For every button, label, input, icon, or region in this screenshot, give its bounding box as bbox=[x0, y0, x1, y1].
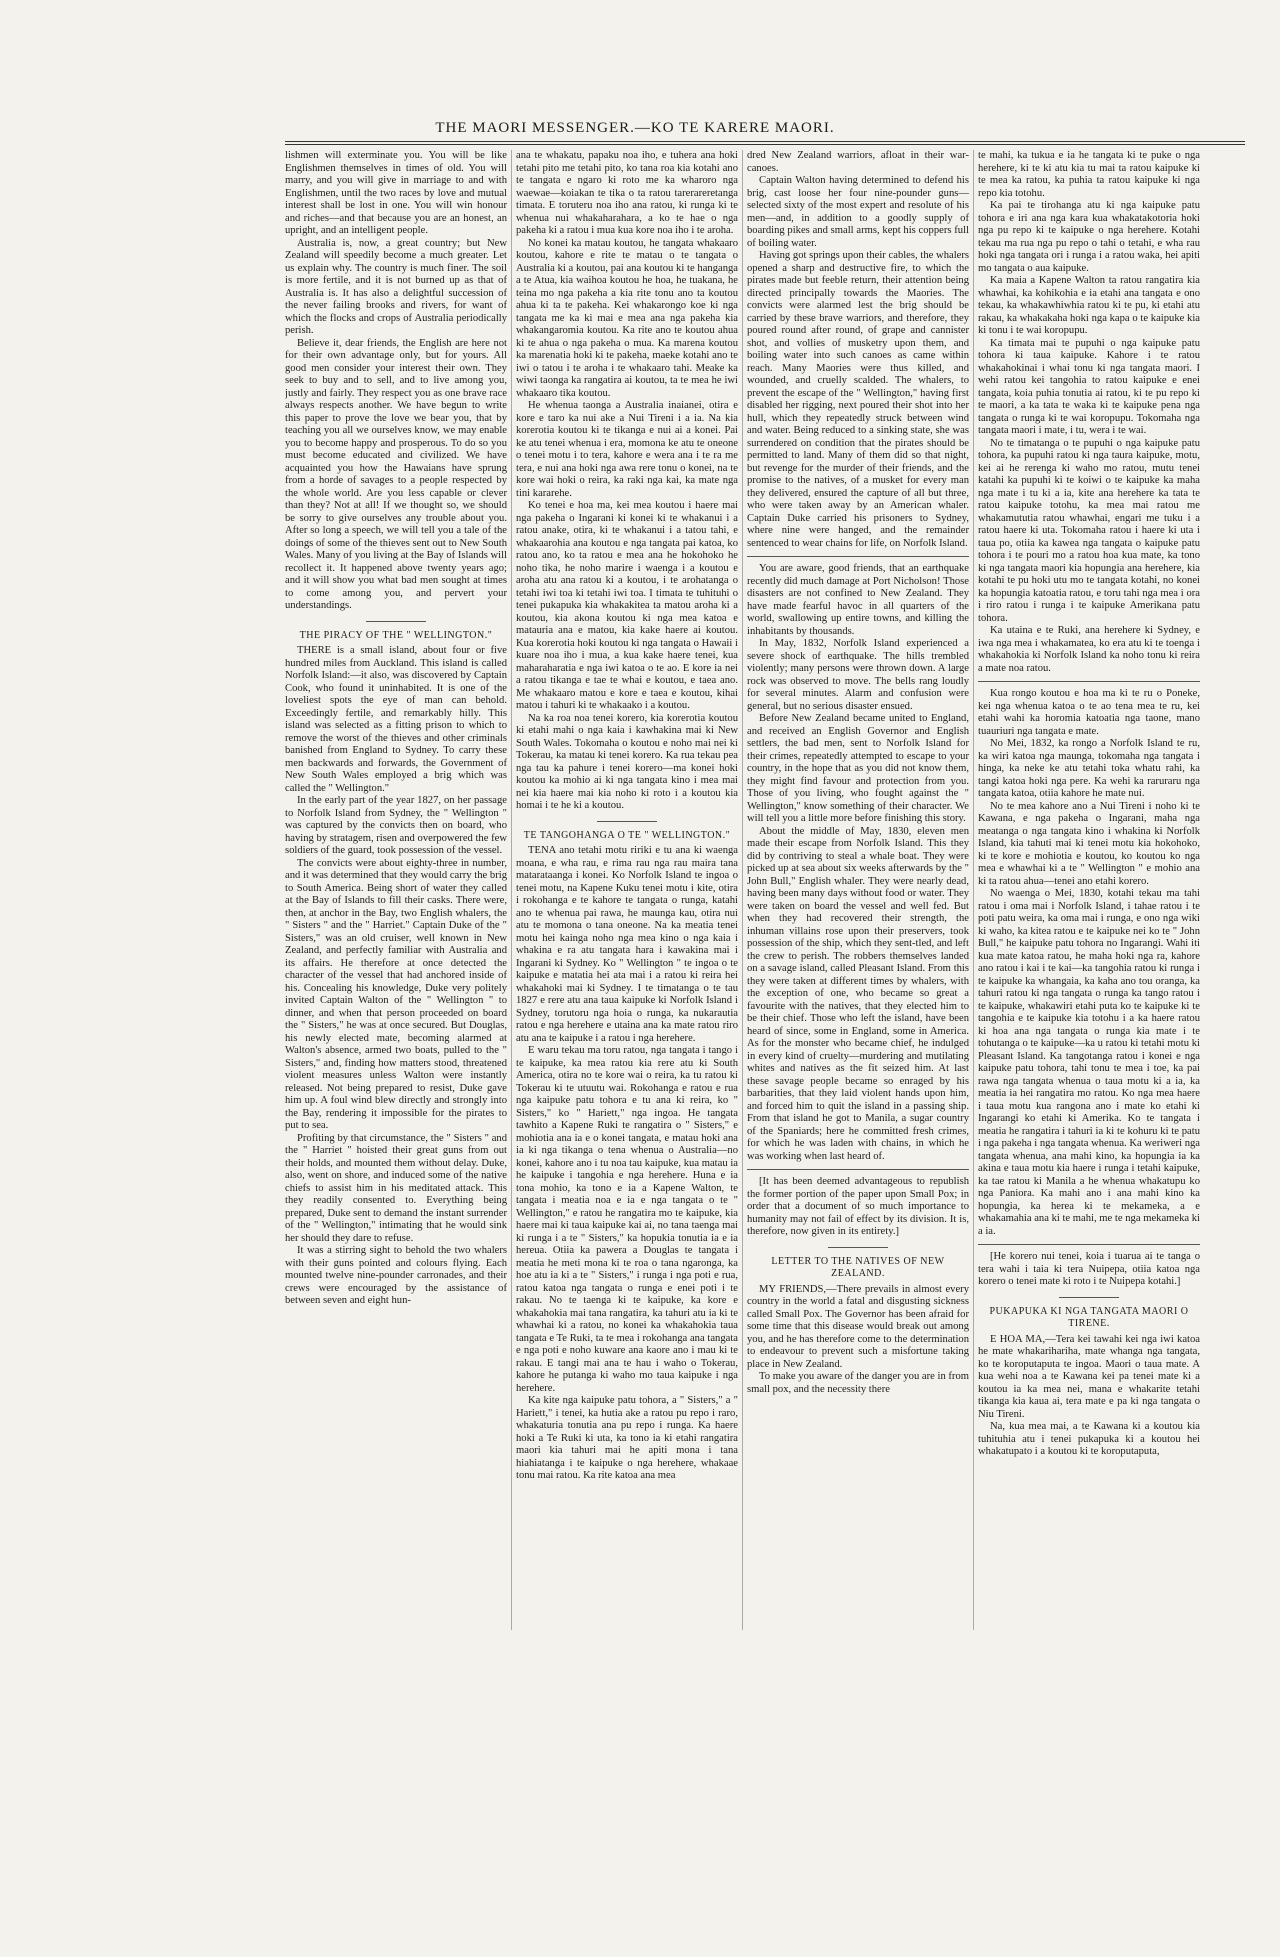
section-divider bbox=[747, 556, 969, 557]
paragraph: te mahi, ka tukua e ia he tangata ki te puke o nga herehere, ki te ki atu kia tu mai ta ratou kaipuke ki te mea ka ratou, ka puhia ta ratou kaipuke ki nga repo kia totohu. bbox=[978, 150, 1200, 199]
paragraph: The convicts were about eighty-three in number, and it was determined that they would carry the brig to South America. Being short of water they called at the Bay of Islands to fill their casks. There were, then, at anchor in the Bay, two English whalers, the " Sisters " and the " Harriet." Captain Duke of the " Sisters," was an old cruiser, well known in New Zealand, and perfectly familiar with Australia and its affairs. He therefore at once detected the character of the vessel that had anchored inside of his. Concealing his knowledge, Duke very politely invited Captain Walton of the " Wellington " to dinner, and when that person proceeded on board the " Sisters," he was at once secured. But Douglas, his newly elected mate, becoming alarmed at Walton's absence, armed two boats, pulled to the " Sisters," and, finding how matters stood, threatened violent measures unless Walton were instantly released. Not being prepared to resist, Duke gave him up. A foul wind blew directly and strongly into the Bay, rendering it impossible for the pirates to put to sea. bbox=[285, 857, 507, 1131]
paragraph: It was a stirring sight to behold the two whalers with their guns pointed and colours flying. Each mounted twelve nine-pounder carronades, and their crews were encouraged by the assistance of between seven and eight hun- bbox=[285, 1245, 507, 1306]
section-divider bbox=[978, 1244, 1200, 1245]
section-divider bbox=[1059, 1297, 1119, 1298]
paragraph: In May, 1832, Norfolk Island experienced a severe shock of earthquake. The hills trembled violently; many persons were thrown down. A large rock was observed to move. The bells rang loudly for several minutes. Alarm and confusion were general, but no serious disaster ensued. bbox=[747, 638, 969, 712]
paragraph: lishmen will exterminate you. You will be like Englishmen themselves in times of old. You will marry, and you will give in marriage to and with Englishmen, until the two races by love and mutual interest shall be lost in one. You will win honour and riches—and that because you are an honest, an upright, and an intelligent people. bbox=[285, 150, 507, 236]
paragraph: No Mei, 1832, ka rongo a Norfolk Island te ru, ka wiri katoa nga maunga, tokomaha nga tangata i hinga, ka neke ke atu tetahi toka whatu rahi, ka tangi katoa hoki nga pere. Ka wehi ka raruraru nga tangata katoa, otiia kahore he mate nui. bbox=[978, 738, 1200, 799]
paragraph: To make you aware of the danger you are in from small pox, and the necessity there bbox=[747, 1371, 969, 1395]
editorial-note: [It has been deemed advantageous to republish the former portion of the paper upon Small Pox; in order that a document of so much importance to humanity may not fail of effect by its division. It is, therefore, now given in its entirety.] bbox=[747, 1176, 969, 1237]
paragraph: E HOA MA,—Tera kei tawahi kei nga iwi katoa he mate whakarihariha, mate whanga nga tangata, ko te koroputaputa te ingoa. Maori o taua mate. A kua wehi noa a te Kawana kei pa tenei mate ki a koutou ia ka mea nei, mana e whakarite tetahi tikanga kia kaua ai, tera mate e pa ki nga tangata o Niu Tireni. bbox=[978, 1333, 1200, 1420]
article-title: TE TANGOHANGA O TE " WELLINGTON." bbox=[523, 829, 731, 841]
paragraph: In the early part of the year 1827, on her passage to Norfolk Island from Sydney, the " Wellington " was captured by the convicts then on board, who having by stratagem, risen and overpowered the few soldiers of the guard, took possession of the vessel. bbox=[285, 795, 507, 856]
paragraph: Ka maia a Kapene Walton ta ratou rangatira kia whawhai, ka kohikohia e ia etahi ana tangata e ono tekau, ka whakawhiwhia ratou ki te pu, ki etahi atu rakau, ka whakakaha hoki nga kapa o te kaipuke kia ki tonu i te wai koropupu. bbox=[978, 275, 1200, 336]
paragraph: E waru tekau ma toru ratou, nga tangata i tango i te kaipuke, ka mea ratou kia rere atu ki South America, otira no te kore wai o reira, ka tu ratou ki Tokerau ki te utuutu wai. Rokohanga e ratou e rua nga kaipuke patu tohora e tu ana ki reira, ko " Sisters," ko " Hariett," nga ingoa. He tangata tawhito a Kapene Ruki te rangatira o " Sisters," e mohiotia ana ia e o konei tangata, e matau hoki ana ia ki nga tikanga o tena whenua o Australia—no konei, kahore ano i tu noa tau kaipuke, kua matau ia he kaipuke i tangohia e nga herehere. Huna e ia tona mohio, ka tono e ia a Kapene Walton, te tangata i meatia noa e ia e nga tangata o te " Wellington," e ratou he rangatira mo te kaipuke, kia haere mai ki taua kaipuke kai ai, no tana taenga mai ki runga i a te " Sisters," ka hopukia tonutia ia e ia hereua. Otiia ka pawera a Douglas te tangata i meatia he meti mona ki te roa o tana ngaronga, ka hoe atu ia ki a te " Sisters," i runga i nga poti e rua, ratou katoa nga tangata o runga e enei poti i te rakau. No te taenga ki te kaipuke, ka kore e whakahokia mai tana rangatira, ka tahuri atu ia ki te whawhai ki a ratou, no konei ka whakahokia taua tangata e Te Ruki, ta te mea i rokohanga ana tangata e nga poti e noho kuware ana kaore ano i mau ki te rakau. E tangi mai ana te hau i waho o Tokerau, kahore he putanga ki waho mo taua kaipuke i nga herehere. bbox=[516, 1045, 738, 1394]
paragraph: No waenga o Mei, 1830, kotahi tekau ma tahi ratou i oma mai i Norfolk Island, i tahae ratou i te poti patu weira, ka oma mai i runga, e ono nga wiki ki waho, ka kitea ratou e te kaipuke nei ko te " John Bull," he kaipuke patu tohora no Ingarangi. Wahi iti kua mate katoa ratou, he maha hoki nga ra, kahore ano ratou i kai i te kai—ka tangohia ratou ki runga i te kaipuke ka whangaia, ka kaha ano tou oranga, ka tahuri ratou ki nga tangata o runga ka tango ratou i te kaipuke, whakawiri etahi puta ko te kaipuke ki te tangohia e te kaipuke kia totohu i a ka haere ratou ki hoa ana nga tangata o runga kia mate i te tohutanga o te kaipuke—ka u ratou ki tetahi motu ki Pleasant Island. Ka tangotanga ratou i konei e nga kaipuke patu tohora, tahi tonu te mea i toe, ka pai rawa nga tangata whenua o taua motu ki a ia, ka meatia ia hei rangatira mo ratou. Ko nga mea haere i taua motu kua rangona ano i mate ko etahi ki Ingarangi ko etahi ki Amerika. Ko te tangata i meatia he rangatira i tahuri ia ki te kohuru ki te patu i nga pakeha i nga tangata whenua. Ka weriweri nga tangata whenua, ana mahi kino, ka hopungia ia ka akina e taua motu kia haere i runga i tetahi kaipuke, ka tae ratou ki Manila a he whenua whakatupu ko nga Paniora. Ka mahi ano i ana mahi kino ka hopungia, ka herea ki te mekameka, a e whakamahia ana ki te mahi, me te nga mekameka ki a ia. bbox=[978, 888, 1200, 1237]
masthead-rule-top bbox=[285, 141, 1245, 142]
paragraph: No konei ka matau koutou, he tangata whakaaro koutou, kahore e rite te matau o te tangata o Australia ki a koutou, pai ana koutou ki te hanganga a te Atua, kia waihoa koutou he hoa, he tuakana, he teina mo nga pakeha a kia rite tonu ano ta koutou ahua ki ta te pakeha. Kei whakarongo koe ki nga tangata me ka ki mai e mea ana nga pakeha kia whakangaromia koutou. Ka rite ano te koutou ahua ki te ahua o nga pakeha o mua. Ka marena koutou ka marenatia hoki ki te pakeha, maeke kotahi ano te iwi o tatou i te aroha i te whakaaro tahi. Meake ka wiwi taonga ka rangatira ai koutou, ta te mea he iwi whakaaro tika koutou. bbox=[516, 237, 738, 399]
paragraph: Having got springs upon their cables, the whalers opened a sharp and destructive fire, to which the pirates made but feeble return, their attention being directed principally towards the Maories. The convicts were alarmed lest the brig should be carried by these brave warriors, and therefore, they poured round after round, of grape and cannister shot, and vollies of musketry upon them, and boiling water into such canoes as came within reach. Many Maories were thus killed, and wounded, and cruelly scalded. The whalers, to prevent the escape of the " Wellington," having first disabled her rigging, next poured their shot into her hull, which they repeatedly struck between wind and water. Being reduced to a sinking state, she was surrendered on condition that the pirates should be permitted to land. Many of them did so that night, but revenge for the murder of their friends, and the promise to the natives, of a musket for every man they delivered, ensured the capture of all but three, who were taken away by an American whaler. Captain Duke carried his prisoners to Sydney, where nine were hanged, and the remainder sentenced to wear chains for life, on Norfolk Island. bbox=[747, 250, 969, 549]
column-separator bbox=[742, 150, 743, 1630]
section-divider bbox=[366, 621, 426, 622]
paragraph: Profiting by that circumstance, the " Sisters " and the " Harriet " hoisted their great guns from out their holds, and mounted them without delay. Duke, also, went on shore, and induced some of the native chiefs to assist him in his meditated attack. This they readily consented to. Everything being prepared, Duke sent to demand the instant surrender of the " Wellington," intimating that he would sink her should they dare to refuse. bbox=[285, 1132, 507, 1244]
masthead-separator: — bbox=[634, 120, 651, 136]
paragraph: Na, kua mea mai, a te Kawana ki a koutou kia tuhituhia atu i tenei pukapuka ki a koutou hei whakatupato i a koutou ki te koroputaputa, bbox=[978, 1421, 1200, 1457]
paragraph: Kua rongo koutou e hoa ma ki te ru o Poneke, kei nga whenua katoa o te ao tena mea te ru, kei etahi wahi ka horomia katoatia nga taone, mano tuauriuri nga tangata e mate. bbox=[978, 688, 1200, 737]
section-divider bbox=[828, 1247, 888, 1248]
paragraph: MY FRIENDS,—There prevails in almost every country in the world a fatal and disgusting sickness called Small Pox. The Governor has been afraid for some time that this disease would break out among you, and he has therefore come to the determination to endeavour to prevent such a misfortune taking place in New Zealand. bbox=[747, 1283, 969, 1370]
masthead-title-english: THE MAORI MESSENGER. bbox=[435, 120, 635, 136]
paragraph: Captain Walton having determined to defend his brig, cast loose her four nine-pounder guns—selected sixty of the most expert and resolute of his men—and, in addition to a goodly supply of boarding pikes and small arms, kept his coppers full of boiling water. bbox=[747, 175, 969, 249]
paragraph: THERE is a small island, about four or five hundred miles from Auckland. This island is called Norfolk Island:—it also, was discovered by Captain Cook, who found it uninhabited. It is one of the loveliest spots the eye of man can behold. Exceedingly fertile, and remarkably hilly. This island was selected as a fitting prison to which to remove the worst of the thieves and other criminals banished from England to Sydney. To carry these men backwards and forwards, the Government of New South Wales employed a brig which was called the " Wellington." bbox=[285, 645, 507, 794]
section-divider bbox=[978, 681, 1200, 682]
paragraph: Australia is, now, a great country; but New Zealand will speedily become a much greater. Let us explain why. The country is much finer. The soil is more fertile, and it is not burned up as that of Australia is. It has also a delightful succession of the never failing brooks and rivers, for want of which the flocks and crops of Australia periodically perish. bbox=[285, 237, 507, 336]
editorial-note: [He korero nui tenei, koia i tuarua ai te tanga o tera wahi i taia ki tera Nuipepa, otiia katoa nga korero o tenei mate ki roto i te Nuipepa kotahi.] bbox=[978, 1251, 1200, 1287]
paragraph: Ka pai te tirohanga atu ki nga kaipuke patu tohora e iri ana nga kara kua whakatakotoria hoki nga pu repo ki te kaipuke o nga herehere. Kotahi tekau ma rua nga pu repo o tahi o tetahi, e wha rau hoki nga tangata ori i runga i a ratou waka, hei apiti mo tangata o aua kaipuke. bbox=[978, 200, 1200, 274]
masthead-rule-bottom bbox=[285, 144, 1245, 145]
section-divider bbox=[597, 821, 657, 822]
column-english-1 bbox=[285, 150, 507, 1890]
paragraph: dred New Zealand warriors, afloat in their war-canoes. bbox=[747, 150, 969, 174]
paragraph: Na ka roa noa tenei korero, kia korerotia koutou ki etahi mahi o nga kaia i kawhakina mai ki New South Wales. Tokomaha o koutou e noho mai nei ki Tokerau, ka matau ki tenei korero. Ka rua tekau pea nga tau ka pahure i tenei korero—ma konei hoki koutou ka mohio ai ki nga tangata kino i mea mai nei kia haere mai kia noho ki roto i a koutou kia homai i te he ki a koutou. bbox=[516, 712, 738, 811]
paragraph: ana te whakatu, papaku noa iho, e tuhera ana hoki tetahi pito me tetahi pito, ko tana roa kia kotahi ano te tangata e ngaro ki roto me ka wharoro nga waewae—koiakan te tika o ta ratou tarerareretanga timata. E toruteru noa iho ana ratou, ki runga ki te whenua nui whakaharahara, a ko te hae o nga pakeha ki a ratou i mua kua kore noa iho i te aroha. bbox=[516, 150, 738, 236]
article-title: PUKAPUKA KI NGA TANGATA MAORI O TIRENE. bbox=[989, 1305, 1189, 1329]
paragraph: Ka kite nga kaipuke patu tohora, a " Sisters," a " Hariett," i tenei, ka hutia ake a ratou pu repo i raro, whakaturia tonutia ana pu repo i runga. Ka haere hoki a Te Ruki ki uta, ka tono ia ki etahi rangatira maori kia tahuri mai he apiti mona i tana hiahiatanga i te kaipuke o nga herehere, whakaae tonu mai ratou. Ka rite katoa ana mea bbox=[516, 1395, 738, 1481]
paragraph: No te mea kahore ano a Nui Tireni i noho ki te Kawana, e nga pakeha o Ingarani, maha nga meatanga o nga tangata kino i whakina ki Norfolk Island, kia tahuti mai ki tenei motu kia hokohoko, ki te kore e mohiotia e koutou, ko koutou ko nga mea e whawhai ki a te " Wellington " e mohio ana ki ta ratou ahua—tenei ano etahi korero. bbox=[978, 800, 1200, 887]
paragraph: Ka utaina e te Ruki, ana herehere ki Sydney, e iwa nga mea i whakamatea, ko era atu ki te toenga i whakahokia ki Norfolk Island ka noho tonu ki reira a mate noa ratou. bbox=[978, 625, 1200, 674]
article-title: LETTER TO THE NATIVES OF NEW ZEALAND. bbox=[771, 1255, 945, 1279]
paragraph: Ka timata mai te pupuhi o nga kaipuke patu tohora ki taua kaipuke. Kahore i te ratou whakahokinai i whai tonu ki nga tangata maori. I wehi ratou kei tangohia to ratou kaipuke e enei tangata, koia puhia tonutia ai ratou, ki te pu repo ki te maori, a ka tata te waka ki te kaipuke pena nga tangata o runga ki te wai koropupu. Tokomaha nga tangata maori i mate, i tu, wera i te wai. bbox=[978, 337, 1200, 436]
column-maori-2 bbox=[978, 150, 1200, 1890]
paragraph: Before New Zealand became united to England, and received an English Governor and English settlers, the bad men, sent to Norfolk Island for their crimes, repeatedly attempted to escape to your country, in the hope that as you did not know them, they might find favour and protection from you. Those of you living, who fought against the " Wellington," know something of their character. We will tell you a little more before finishing this story. bbox=[747, 713, 969, 824]
paragraph: He whenua taonga a Australia inaianei, otira e kore e taro ka nui ake a Nui Tireni i a ia. Na kia korerotia koutou ki te tikanga e nui ai a konei. Pai ke atu tenei whenua i era, momona ke atu te oneone o tenei motu i to tera, kahore e wera ana i te ra me tera, e nui ana hoki nga awa rere tonu o konei, na te kore wai hoki o reira, ka raki nga kai, ka mate nga tini kararehe. bbox=[516, 400, 738, 499]
paragraph: Ko tenei e hoa ma, kei mea koutou i haere mai nga pakeha o Ingarani ki konei ki te whakanui i a ratou anake, otira, ki te whakanui i a tatou tahi, e whakaarohia ana koutou e nga tangata pai katoa, ko ratou ano, ko ta ratou e mea ana he hokohoko he noho tika, he noho marire i waenga i a koutou e aroha atu ana ratou ki a koutou, i te arohatanga o tetahi iwi toa ki tetahi iwi toa. I timata te tuhituhi o tenei pukapuka kia whakakitea ta matou aroha ki a koutou, kia akona koutou ki nga mea katoa e matauria ana e matou, kia kake haere ai koutou. Kua korerotia hoki koutou ki nga tangata o Hawaii i kuare noa iho i mua, a kua kake haere tenei, kua maharaharatia e nga iwi katoa o te ao. E kore ia nei a ratou tikanga e tae te whai e koutou, e taea ano. Me whakaaro matou e kore e taea e koutou, kihai matou i tahuri ki te whakaako i a koutou. bbox=[516, 500, 738, 711]
paragraph: Believe it, dear friends, the English are here not for their own advantage only, but for yours. All good men consider your interest their own. They seek to buy and to sell, and to live among you, justly and fairly. They respect you as one brave race always respects another. We have begun to write this paper to prove the love we bear you, that by teaching you all we ourselves know, we may enable you to become happy and prosperous. To do so you must become educated and civilized. We have acquainted you how the Hawaians have sprung from a horde of savages to a people respected by the whole world. Are you less capable or clever than they? Not at all! If we thought so, we should be sorry to give ourselves any trouble about you. After so long a speech, we will tell you a tale of the doings of some of the thieves sent out to New South Wales. Many of you living at the Bay of Islands will recollect it. It happened above twenty years ago; and it will show you what bad men sought at times to come among you, and pervert your understandings. bbox=[285, 337, 507, 611]
column-maori-1 bbox=[516, 150, 738, 1890]
column-english-2 bbox=[747, 150, 969, 1890]
masthead bbox=[285, 120, 985, 137]
column-separator bbox=[973, 150, 974, 1630]
paragraph: TENA ano tetahi motu ririki e tu ana ki waenga moana, e wha rau, e rima rau nga rau maira tana matarataanga i konei. Ko Norfolk Island te ingoa o tenei motu, na Kapene Kuku tenei motu i kite, otira i rokohanga e te kahore te tangata o runga, katahi ano te whenua pai rawa, he maunga kau, otira nui atu te momona o tana oneone. Na ka meatia tenei motu hei kainga noho nga mea kino o nga kaia i whakina e ra atu tangata hara i kawakina mai i Ingarani ki Sydney. Ko " Wellington " te ingoa o te kaipuke e matatia hei ata mai i a ratou ki reira hei whakahoki mai ki Sydney. I te timatanga o te tau 1827 e rere atu ana taua kaipuke ki Norfolk Island i Sydney, torutoru nga hoia o runga, ka nukarautia ratou e nga herehere e utaina ana ka mate ratou riro atu ana te kaipuke i a ratou i nga herehere. bbox=[516, 845, 738, 1044]
article-title: THE PIRACY OF THE " WELLINGTON." bbox=[299, 629, 493, 641]
paragraph: About the middle of May, 1830, eleven men made their escape from Norfolk Island. This they did by contriving to steal a whale boat. They were picked up at sea about six weeks afterwards by the " John Bull," English whaler. They were nearly dead, having been many days without food or water. They were taken on board the vessel and well fed. But when they had recovered their strength, the inhuman villains rose upon their preservers, took possession of the ship, which they sent-tled, and left the crew to perish. The robbers themselves landed on a savage island, called Pleasant Island. From this they were taken at different times by whalers, with the exception of one, who became so great a favourite with the natives, that they elected him to be their chief. Those who left the island, have been heard of since, some in England, some in America. As for the monster who became chief, he indulged in every kind of cruelty—murdering and mutilating whites and natives as the fit seized him. At last these savage people became so enraged by his barbarities, that they laid violent hands upon him, and forced him to quit the island in a passing ship. From that island he got to Manila, a sugar country of the Spaniards; here he committed fresh crimes, for which he was laden with chains, in which he was working when last heard of. bbox=[747, 825, 969, 1162]
paragraph: You are aware, good friends, that an earthquake recently did much damage at Port Nicholson! Those disasters are not confined to New Zealand. They have made fearful havoc in all quarters of the world, swallowing up entire towns, and killing the inhabitants by thousands. bbox=[747, 563, 969, 637]
masthead-title-maori: KO TE KARERE MAORI. bbox=[650, 120, 835, 136]
paragraph: No te timatanga o te pupuhi o nga kaipuke patu tohora, ka pupuhi ratou ki nga taura kaipuke, motu, kei ai he rerenga ki waho mo ratou, mutu tenei katahi ka pupuhi ki te koiwi o te kaipuke ka maha nga mate i tu ki a ia, kite ana herehere ka tata te ratou kaipuke totohu, ka mea mai ratou me whakamututia ratou whawhai, engari me tuku i a ratou haere ki uta. Tokomaha ratou i haere ki uta i taua po, otiia ka kawea nga tangata o kaipuke patu tohora i te pouri mo a ratou hoa kua mate, ka tono ki nga tangata maori kia hopungia ana herehere, kia kotahi te pu hoki utu mo te tangata kotahi, no konei ka hopungia katoatia ratou, e toru tahi nga mea i ora i riro ratou i runga i te kaipuke Amerikana patu tohora. bbox=[978, 437, 1200, 624]
section-divider bbox=[747, 1169, 969, 1170]
column-separator bbox=[511, 150, 512, 1630]
